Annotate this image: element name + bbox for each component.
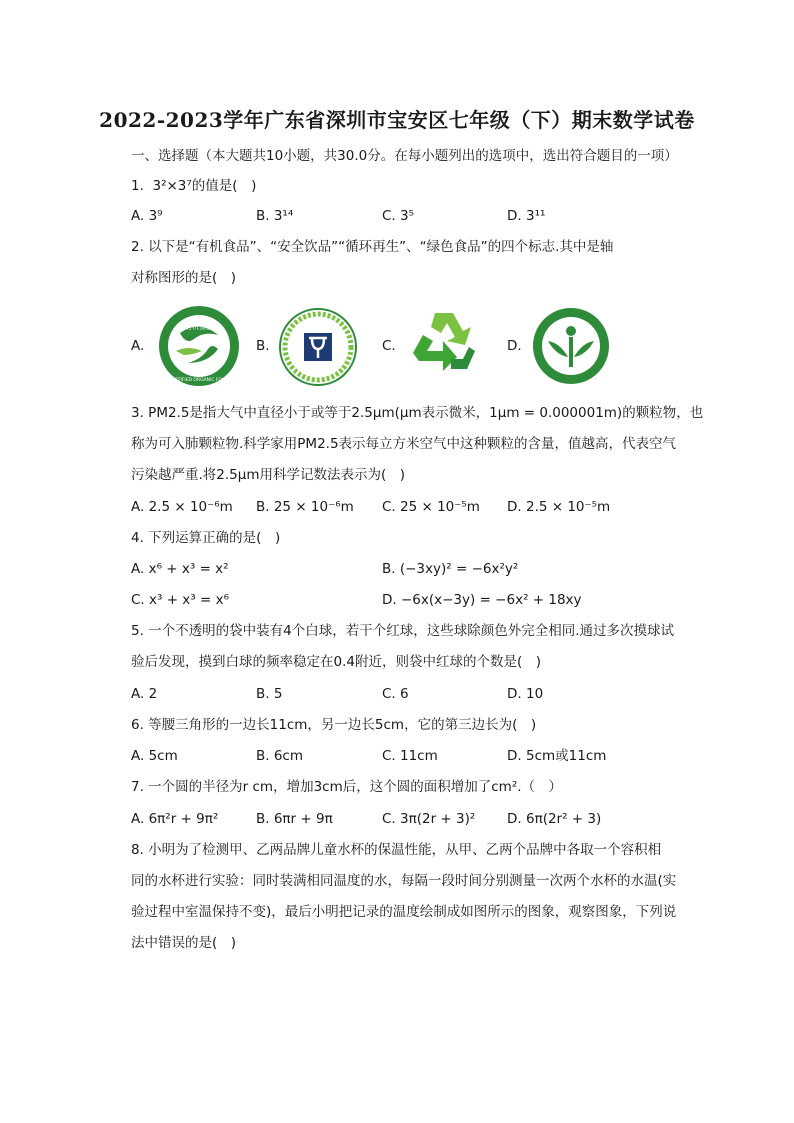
q4-option-c: C. x³ + x³ = x⁶	[131, 592, 230, 608]
question-8-line1: 8. 小明为了检测甲、乙两品牌儿童水杯的保温性能，从甲、乙两个品牌中各取一个容积相	[131, 842, 662, 858]
question-5-line2: 验后发现，摸到白球的频率稳定在0.4附近，则袋中红球的个数是( )	[131, 654, 542, 670]
safe-drink-logo	[278, 307, 358, 387]
q3-option-c: C. 25 × 10⁻⁵m	[382, 499, 480, 515]
q2-label-a: A.	[131, 338, 145, 354]
question-8-line3: 验过程中室温保持不变)，最后小明把记录的温度绘制成如图所示的图象，观察图象，下列说	[131, 904, 677, 920]
page-title: 2022-2023学年广东省深圳市宝安区七年级（下）期末数学试卷	[99, 108, 695, 132]
organic-food-logo	[158, 305, 240, 387]
question-8-line4: 法中错误的是( )	[131, 935, 237, 951]
recycle-logo	[405, 307, 483, 383]
q4-option-a: A. x⁶ + x³ = x²	[131, 561, 229, 577]
q1-option-d: D. 3¹¹	[507, 208, 546, 224]
question-3-line2: 称为可入肺颗粒物.科学家用PM2.5表示每立方米空气中这种颗粒的含量，值越高，代表空气	[131, 436, 677, 452]
q3-option-a: A. 2.5 × 10⁻⁶m	[131, 499, 233, 515]
q7-option-a: A. 6π²r + 9π²	[131, 811, 219, 827]
q2-label-c: C.	[382, 338, 396, 354]
question-6-stem: 6. 等腰三角形的一边长11cm，另一边长5cm，它的第三边长为( )	[131, 717, 537, 733]
question-2-line2: 对称图形的是( )	[131, 270, 237, 286]
q5-option-a: A. 2	[131, 686, 158, 702]
q1-option-a: A. 3⁹	[131, 208, 163, 224]
section-heading: 一、选择题（本大题共10小题，共30.0分。在每小题列出的选项中，选出符合题目的一项）	[131, 148, 678, 164]
q5-option-b: B. 5	[256, 686, 283, 702]
q7-option-b: B. 6πr + 9π	[256, 811, 333, 827]
q7-option-d: D. 6π(2r² + 3)	[507, 811, 602, 827]
question-4-stem: 4. 下列运算正确的是( )	[131, 530, 281, 546]
question-1-stem: 3²×3⁷的值是( )	[152, 178, 257, 194]
q5-option-d: D. 10	[507, 686, 544, 702]
q1-option-c: C. 3⁵	[382, 208, 415, 224]
question-7-stem: 7. 一个圆的半径为r cm，增加3cm后，这个圆的面积增加了cm².（ ）	[131, 779, 563, 795]
q6-option-b: B. 6cm	[256, 748, 304, 764]
q2-label-b: B.	[256, 338, 270, 354]
question-3-line1: 3. PM2.5是指大气中直径小于或等于2.5μm(μm表示微米，1μm = 0.000001m)的颗粒物，也	[131, 405, 704, 421]
question-1-number: 1.	[131, 178, 144, 194]
q6-option-c: C. 11cm	[382, 748, 438, 764]
green-food-logo	[532, 307, 610, 385]
q5-option-c: C. 6	[382, 686, 409, 702]
q6-option-d: D. 5cm或11cm	[507, 748, 607, 764]
q2-label-d: D.	[507, 338, 522, 354]
organic-logo-text: 有机食品	[185, 323, 213, 331]
question-2-line1: 2. 以下是“有机食品”、“安全饮品”“循环再生”、“绿色食品”的四个标志.其中是轴	[131, 239, 614, 255]
q4-option-d: D. −6x(x−3y) = −6x² + 18xy	[382, 592, 582, 608]
question-5-line1: 5. 一个不透明的袋中装有4个白球，若干个红球，这些球除颜色外完全相同.通过多次摸球试	[131, 623, 675, 639]
q6-option-a: A. 5cm	[131, 748, 178, 764]
q3-option-b: B. 25 × 10⁻⁶m	[256, 499, 354, 515]
q7-option-c: C. 3π(2r + 3)²	[382, 811, 476, 827]
question-1	[131, 176, 256, 196]
question-8-line2: 同的水杯进行实验：同时装满相同温度的水，每隔一段时间分别测量一次两个水杯的水温(实	[131, 873, 677, 889]
q3-option-d: D. 2.5 × 10⁻⁵m	[507, 499, 611, 515]
question-3-line3: 污染越严重.将2.5μm用科学记数法表示为( )	[131, 467, 406, 483]
q1-option-b: B. 3¹⁴	[256, 208, 294, 224]
q4-option-b: B. (−3xy)² = −6x²y²	[382, 561, 519, 577]
organic-logo-ring-text: CERTIFIED ORGANIC FOOD	[168, 378, 230, 383]
